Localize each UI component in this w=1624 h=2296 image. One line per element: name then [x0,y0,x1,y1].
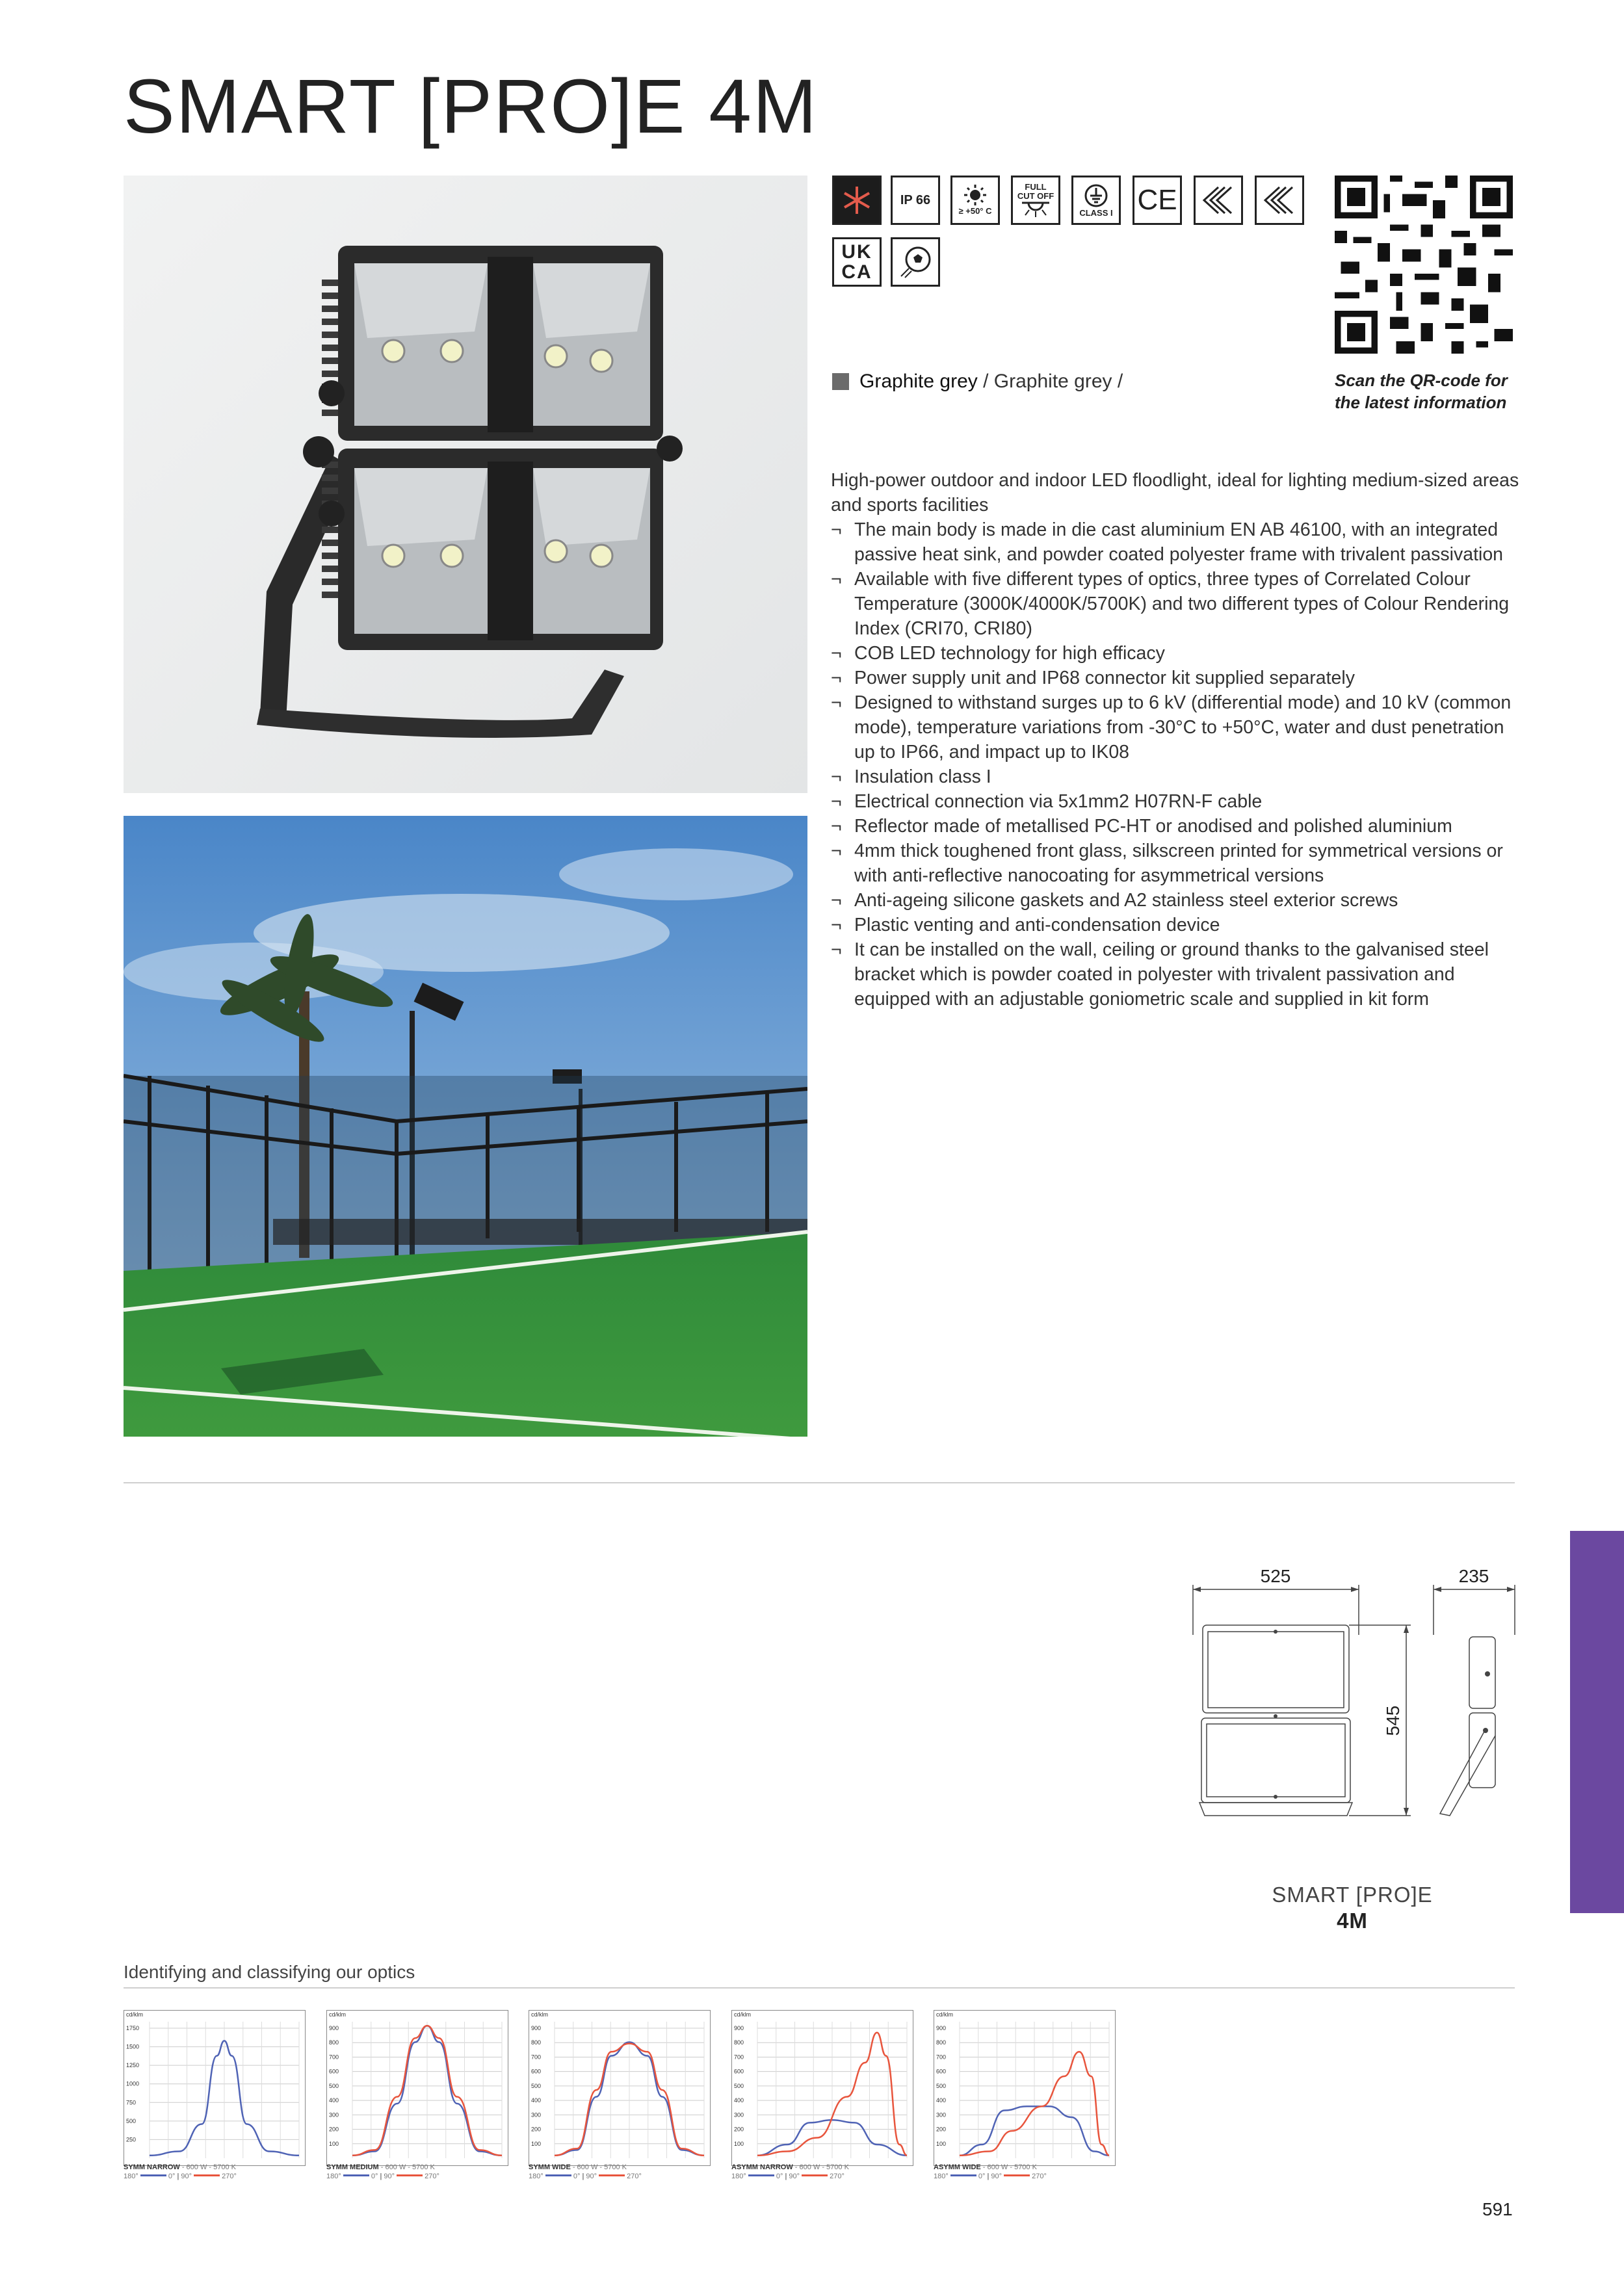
y-tick-label: 400 [531,2097,542,2104]
optic-spec: - 600 W - 5700 K [378,2163,435,2171]
feature-item: ¬ Electrical connection via 5x1mm2 H07RN-F cable [831,789,1520,814]
diagram-frame [529,2011,711,2166]
category-tab[interactable] [1570,1531,1624,1913]
y-tick-label: 200 [734,2126,744,2133]
drawing-caption-model: 4M [1337,1909,1368,1933]
qr-code[interactable] [1335,176,1513,354]
optic-spec: - 600 W - 5700 K [570,2163,627,2171]
y-tick-label: 1750 [126,2025,140,2031]
ukca-mark-icon: UK CA [832,237,882,287]
diagram-title [731,2163,926,2172]
y-tick-label: 400 [329,2097,339,2104]
y-tick-label: 900 [734,2025,744,2031]
y-tick-label: 200 [329,2126,339,2133]
width-dimension: 525 [1260,1566,1291,1586]
optic-spec: - 600 W - 5700 K [792,2163,849,2171]
y-tick-label: 800 [329,2039,339,2046]
feature-item: ¬ Insulation class I [831,764,1520,789]
diagram-legend: 180° 0° | 90° 270° [124,2172,237,2180]
diagram-caption [731,2163,926,2181]
y-tick-label: 900 [936,2025,947,2031]
optic-name: ASYMM WIDE [934,2163,981,2171]
y-tick-label: 100 [531,2140,542,2147]
optic-name: SYMM WIDE [529,2163,571,2171]
feature-list [831,517,1520,1011]
finish-rest: / Graphite grey / [977,371,1123,392]
qr-note-line: Scan the QR-code for [1335,371,1508,390]
feature-item: ¬ The main body is made in die cast aluminium EN AB 46100, with an integrated passive heat sink, and powder coated polyester frame with trivalent passivation [831,517,1520,567]
section-divider [124,1482,1515,1483]
feature-item: ¬ Anti-ageing silicone gaskets and A2 stainless steel exterior screws [831,888,1520,913]
feature-item: ¬ COB LED technology for high efficacy [831,641,1520,666]
sun-temperature-icon: ≥ +50° C [950,176,1000,225]
polar-diagram [934,2010,1116,2166]
y-tick-label: 600 [531,2068,542,2075]
sports-ball-icon [891,237,940,287]
polar-diagram [529,2010,711,2166]
ip66-icon: IP 66 [891,176,940,225]
feature-item: ¬ It can be installed on the wall, ceiling or ground thanks to the galvanised steel bracket which is powder coated in polyester with trivalent passivation and equipped with an adjustable goniometric scale and supplied in kit form [831,937,1520,1011]
y-tick-label: 750 [126,2099,137,2106]
optic-name: SYMM NARROW [124,2163,180,2171]
y-tick-label: 500 [329,2082,339,2089]
feature-item: ¬ Available with five different types of optics, three types of Correlated Colour Temperature (3000K/4000K/5700K) and two different types of Colour Rendering Index (CRI70, CRI80) [831,567,1520,641]
feature-item: ¬ Power supply unit and IP68 connector kit supplied separately [831,666,1520,690]
diagram-frame [732,2011,913,2166]
y-tick-label: 700 [531,2054,542,2061]
drawing-caption [1196,1882,1508,1934]
optic-name: SYMM MEDIUM [326,2163,379,2171]
y-tick-label: 400 [734,2097,744,2104]
y-tick-label: 900 [531,2025,542,2031]
product-description [831,468,1520,1011]
y-tick-label: 1000 [126,2080,140,2087]
y-tick-label: 100 [936,2140,947,2147]
section-divider [124,1987,1515,1989]
qr-note [1335,369,1530,413]
energy-label-icon [1255,176,1304,225]
y-tick-label: 700 [734,2054,744,2061]
diagram-frame [124,2011,306,2166]
feature-item: ¬ 4mm thick toughened front glass, silkscreen printed for symmetrical versions or with anti-reflective nanocoating for asymmetrical versions [831,839,1520,888]
product-photo [124,176,807,793]
y-tick-label: 300 [936,2111,947,2119]
optic-name: ASYMM NARROW [731,2163,793,2171]
diagram-title [529,2163,724,2172]
y-tick-label: 800 [936,2039,947,2046]
y-tick-label: 500 [936,2082,947,2089]
diagram-caption [124,2163,319,2181]
y-tick-label: 200 [936,2126,947,2133]
ce-mark-icon: CE [1133,176,1182,225]
product-title: SMART [PRO]E 4M [124,64,819,150]
page-number: 591 [1482,2199,1513,2219]
diagram-unit: cd/klm [531,2011,549,2018]
diagram-legend: 180° 0° | 90° 270° [326,2172,439,2180]
diagram-legend: 180° 0° | 90° 270° [731,2172,845,2180]
feature-item: ¬ Designed to withstand surges up to 6 kV (differential mode) and 10 kV (common mode), temperature variations from -30°C to +50°C, water and dust penetration up to IP66, and impact up to IK08 [831,690,1520,764]
colour-swatch [832,373,849,390]
y-tick-label: 100 [734,2140,744,2147]
diagram-title [124,2163,319,2172]
y-tick-label: 500 [734,2082,744,2089]
y-tick-label: 300 [531,2111,542,2119]
drawing-caption-name: SMART [PRO]E [1272,1883,1433,1907]
y-tick-label: 200 [531,2126,542,2133]
diagram-unit: cd/klm [126,2011,144,2018]
optic-spec: - 600 W - 5700 K [980,2163,1037,2171]
energy-label-icon [1194,176,1243,225]
diagram-title [934,2163,1129,2172]
diagram-caption [934,2163,1129,2181]
feature-item: ¬ Plastic venting and anti-condensation device [831,913,1520,937]
y-tick-label: 700 [329,2054,339,2061]
y-tick-label: 800 [531,2039,542,2046]
y-tick-label: 100 [329,2140,339,2147]
y-tick-label: 600 [734,2068,744,2075]
asterisk-icon [832,176,882,225]
diagram-caption [326,2163,521,2181]
y-tick-label: 600 [936,2068,947,2075]
qr-note-line: the latest information [1335,393,1507,412]
y-tick-label: 1500 [126,2043,140,2050]
diagram-frame [934,2011,1116,2166]
depth-dimension: 235 [1458,1566,1489,1586]
y-tick-label: 900 [329,2025,339,2031]
feature-item: ¬ Reflector made of metallised PC-HT or anodised and polished aluminium [831,814,1520,839]
padel-court-photo [124,816,807,1437]
y-tick-label: 400 [936,2097,947,2104]
optics-heading: Identifying and classifying our optics [124,1962,415,1982]
y-tick-label: 250 [126,2136,137,2143]
polar-diagram [731,2010,913,2166]
optic-spec: - 600 W - 5700 K [179,2163,236,2171]
height-dimension: 545 [1383,1705,1403,1736]
diagram-unit: cd/klm [936,2011,954,2018]
diagram-unit: cd/klm [329,2011,347,2018]
polar-diagram [124,2010,306,2166]
diagram-legend: 180° 0° | 90° 270° [934,2172,1047,2180]
dimension-drawing [1177,1560,1521,1833]
y-tick-label: 700 [936,2054,947,2061]
y-tick-label: 500 [126,2117,137,2124]
diagram-legend: 180° 0° | 90° 270° [529,2172,642,2180]
y-tick-label: 600 [329,2068,339,2075]
earth-class-icon: CLASS I [1071,176,1121,225]
finish-primary: Graphite grey [859,371,978,392]
description-intro: High-power outdoor and indoor LED floodlight, ideal for lighting medium-sized areas and sports facilities [831,470,1519,515]
y-tick-label: 300 [734,2111,744,2119]
diagram-frame [327,2011,508,2166]
diagram-unit: cd/klm [734,2011,752,2018]
full-cutoff-icon: FULL CUT OFF [1011,176,1060,225]
polar-diagram [326,2010,508,2166]
y-tick-label: 300 [329,2111,339,2119]
finish-colour [832,371,1123,393]
diagram-title [326,2163,521,2172]
y-tick-label: 500 [531,2082,542,2089]
y-tick-label: 1250 [126,2062,140,2069]
diagram-caption [529,2163,724,2181]
y-tick-label: 800 [734,2039,744,2046]
